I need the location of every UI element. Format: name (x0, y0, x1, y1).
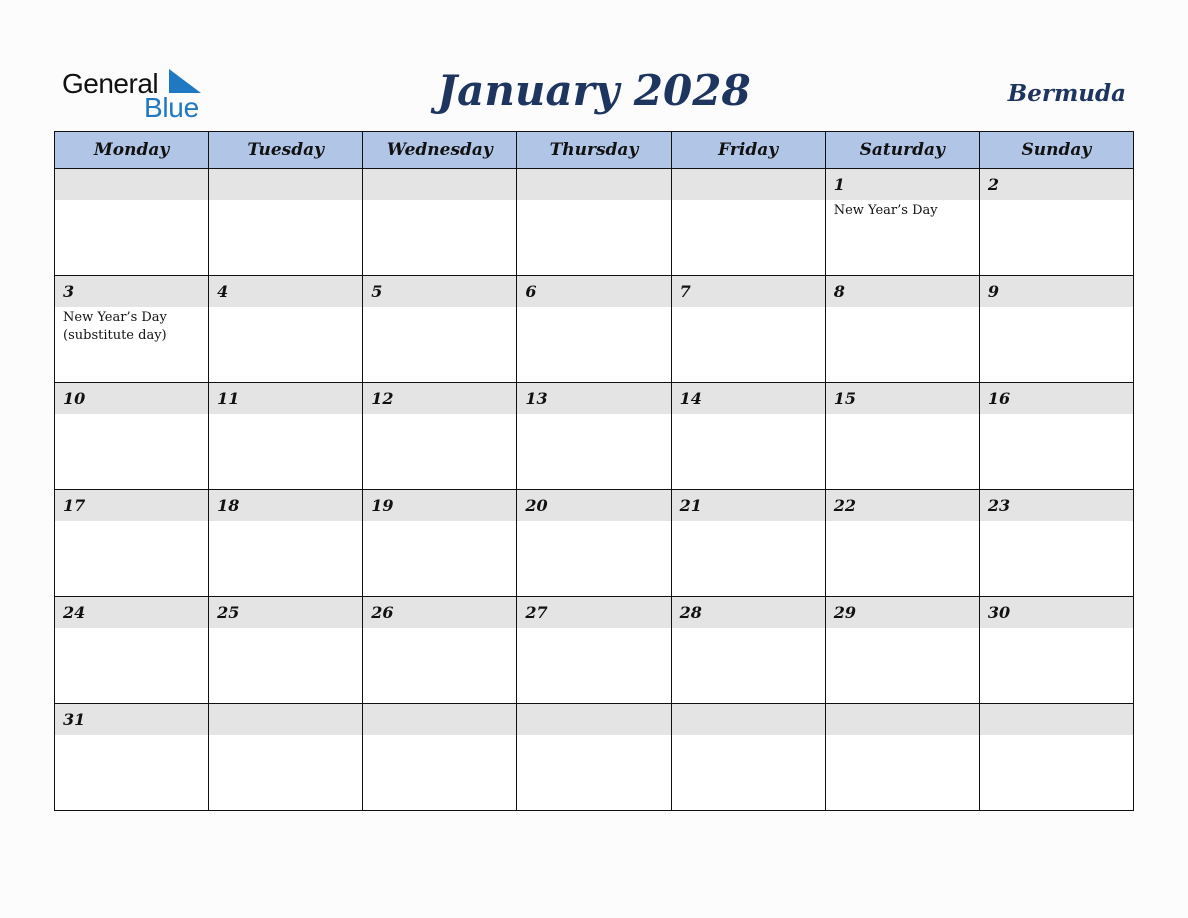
day-cell (55, 597, 209, 704)
holiday-label (826, 307, 964, 309)
week-row (55, 490, 1134, 597)
week-row (55, 276, 1134, 383)
day-number (826, 704, 979, 735)
day-number: 2 (980, 169, 1133, 200)
holiday-label (209, 735, 347, 737)
holiday-label (517, 307, 655, 309)
holiday-label (980, 735, 1118, 737)
day-cell (671, 490, 825, 597)
day-number: 15 (826, 383, 979, 414)
holiday-label (826, 628, 964, 630)
holiday-label (55, 200, 193, 202)
holiday-label (209, 307, 347, 309)
day-cell (517, 597, 671, 704)
day-cell (979, 490, 1133, 597)
holiday-label (517, 628, 655, 630)
holiday-label (672, 521, 810, 523)
day-number: 12 (363, 383, 516, 414)
day-cell (517, 490, 671, 597)
holiday-label (209, 628, 347, 630)
weekday-header-wednesday: Wednesday (363, 132, 517, 169)
holiday-label (826, 521, 964, 523)
day-number (672, 704, 825, 735)
day-number: 4 (209, 276, 362, 307)
day-cell (363, 704, 517, 811)
day-number: 8 (826, 276, 979, 307)
day-number: 18 (209, 490, 362, 521)
day-cell (671, 704, 825, 811)
weekday-header-sunday: Sunday (979, 132, 1133, 169)
day-cell (209, 704, 363, 811)
holiday-label: New Year’s Day (833, 203, 938, 218)
holiday-label (209, 200, 347, 202)
day-cell (363, 276, 517, 383)
day-number: 29 (826, 597, 979, 628)
holiday-label (672, 200, 810, 202)
day-cell (209, 597, 363, 704)
day-cell (517, 704, 671, 811)
holiday-label (826, 735, 964, 737)
day-cell (209, 276, 363, 383)
weekday-header-thursday: Thursday (517, 132, 671, 169)
holiday-label (363, 414, 501, 416)
day-number (363, 704, 516, 735)
day-cell (363, 169, 517, 276)
holiday-label (517, 735, 655, 737)
holiday-label (980, 414, 1118, 416)
day-cell (209, 490, 363, 597)
day-cell (363, 597, 517, 704)
weekday-header-monday: Monday (55, 132, 209, 169)
day-cell (825, 490, 979, 597)
day-number: 22 (826, 490, 979, 521)
weekday-header-friday: Friday (671, 132, 825, 169)
holiday-label (517, 521, 655, 523)
week-row (55, 704, 1134, 811)
day-number: 14 (672, 383, 825, 414)
holiday-label: New Year’s Day (substitute day) (63, 310, 167, 343)
day-cell (825, 276, 979, 383)
day-number: 24 (55, 597, 208, 628)
day-number: 20 (517, 490, 670, 521)
country-label: Bermuda (1007, 80, 1126, 107)
holiday-label (672, 735, 810, 737)
day-number: 7 (672, 276, 825, 307)
day-cell (55, 276, 209, 383)
day-number: 19 (363, 490, 516, 521)
day-number: 27 (517, 597, 670, 628)
day-cell (517, 383, 671, 490)
holiday-label (363, 735, 501, 737)
day-number: 11 (209, 383, 362, 414)
logo-text-general: General (62, 68, 159, 99)
day-cell (55, 169, 209, 276)
day-cell (363, 490, 517, 597)
day-number: 1 (826, 169, 979, 200)
holiday-label (209, 521, 347, 523)
day-number (517, 169, 670, 200)
holiday-label (980, 521, 1118, 523)
day-cell (55, 704, 209, 811)
day-number: 30 (980, 597, 1133, 628)
page-title: January 2028 (437, 66, 751, 115)
holiday-label (672, 628, 810, 630)
day-number: 23 (980, 490, 1133, 521)
day-cell (209, 169, 363, 276)
week-row (55, 597, 1134, 704)
day-cell (671, 276, 825, 383)
weekday-header-row (55, 132, 1134, 169)
holiday-label (980, 307, 1118, 309)
day-cell (979, 276, 1133, 383)
holiday-label (826, 414, 964, 416)
day-cell (671, 169, 825, 276)
day-cell (979, 597, 1133, 704)
day-cell (517, 169, 671, 276)
holiday-label (55, 628, 193, 630)
day-number: 16 (980, 383, 1133, 414)
day-cell (55, 490, 209, 597)
day-number (980, 704, 1133, 735)
holiday-label (363, 628, 501, 630)
holiday-label (517, 414, 655, 416)
day-number (363, 169, 516, 200)
weekday-header-saturday: Saturday (825, 132, 979, 169)
day-cell (55, 383, 209, 490)
holiday-label (517, 200, 655, 202)
holiday-label (672, 414, 810, 416)
day-cell (825, 704, 979, 811)
day-number: 21 (672, 490, 825, 521)
holiday-label (55, 735, 193, 737)
logo-text-blue: Blue (144, 92, 199, 123)
day-number: 3 (55, 276, 208, 307)
weekday-header-tuesday: Tuesday (209, 132, 363, 169)
day-cell (979, 169, 1133, 276)
day-number: 25 (209, 597, 362, 628)
day-cell (979, 704, 1133, 811)
day-number: 17 (55, 490, 208, 521)
day-number: 9 (980, 276, 1133, 307)
day-number (209, 704, 362, 735)
day-cell (517, 276, 671, 383)
day-cell (671, 383, 825, 490)
day-number: 6 (517, 276, 670, 307)
holiday-label (209, 414, 347, 416)
day-number (672, 169, 825, 200)
day-number: 5 (363, 276, 516, 307)
holiday-label (980, 200, 1118, 202)
holiday-label (363, 200, 501, 202)
day-number (517, 704, 670, 735)
holiday-label (980, 628, 1118, 630)
holiday-label (363, 307, 501, 309)
day-cell (671, 597, 825, 704)
day-number (209, 169, 362, 200)
holiday-label (55, 414, 193, 416)
day-cell (825, 169, 979, 276)
day-number: 26 (363, 597, 516, 628)
holiday-label (363, 521, 501, 523)
day-number: 10 (55, 383, 208, 414)
day-number: 13 (517, 383, 670, 414)
calendar-grid (54, 131, 1134, 811)
holiday-label (55, 521, 193, 523)
day-cell (825, 383, 979, 490)
week-row (55, 383, 1134, 490)
day-number: 31 (55, 704, 208, 735)
day-cell (979, 383, 1133, 490)
day-cell (825, 597, 979, 704)
day-cell (363, 383, 517, 490)
week-row (55, 169, 1134, 276)
day-number (55, 169, 208, 200)
day-cell (209, 383, 363, 490)
holiday-label (672, 307, 810, 309)
day-number: 28 (672, 597, 825, 628)
